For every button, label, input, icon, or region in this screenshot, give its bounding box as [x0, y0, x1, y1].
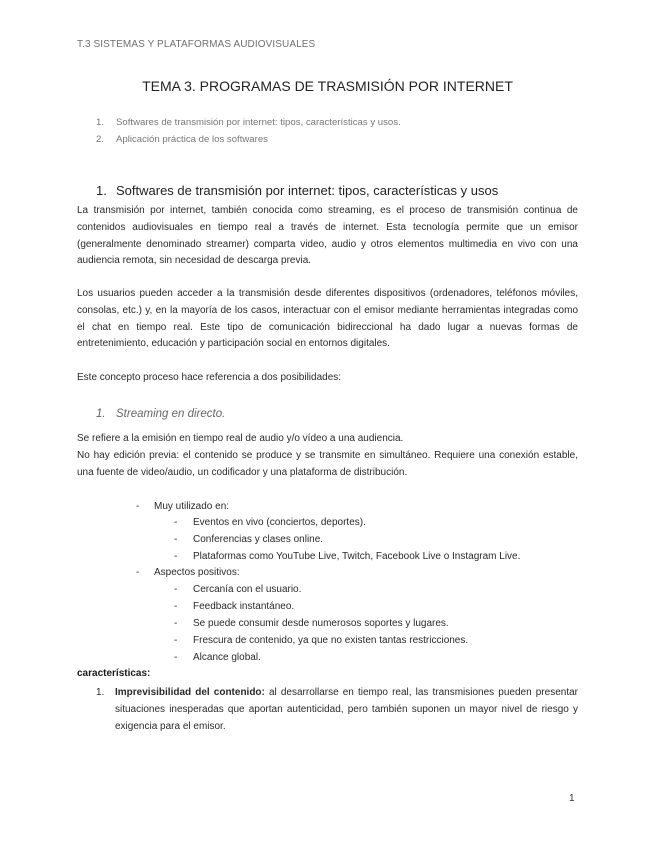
- list-item-text: Feedback instantáneo.: [193, 601, 295, 612]
- dash-marker: -: [136, 567, 140, 578]
- section-number: 1.: [96, 183, 107, 198]
- paragraph-users: Los usuarios pueden acceder a la transmisión desde diferentes dispositivos (ordenadores, teléfonos móviles, consolas, etc.) y, en la mayoría de los casos, interactuar con el emisor mediante herramientas integradas como el chat en tiempo real. Este tipo de comunicación bidireccional ha dado lugar a nuevas formas de entretenimiento, educación y participación social en entornos digitales.: [77, 288, 578, 350]
- list-item-text: Frescura de contenido, ya que no existen tantas restricciones.: [193, 635, 469, 646]
- document-header: T.3 SISTEMAS Y PLATAFORMAS AUDIOVISUALES: [77, 39, 316, 50]
- dash-marker: -: [174, 517, 178, 528]
- dash-marker: -: [174, 652, 178, 663]
- paragraph-intro: La transmisión por internet, también conocida como streaming, es el proceso de transmisión continua de contenidos audiovisuales en tiempo real a través de internet. Esta tecnología permite que un emisor (generalmente denominado streamer) comparta video, audio y otros elementos multimedia en vivo con una audiencia remota, sin necesidad de descarga previa.: [77, 205, 578, 267]
- list-item-text: Plataformas como YouTube Live, Twitch, Facebook Live o Instagram Live.: [193, 551, 521, 562]
- subsection-number: 1.: [96, 408, 106, 420]
- section-heading: [96, 183, 498, 198]
- toc-item-1: [96, 117, 401, 128]
- dash-marker: -: [174, 584, 178, 595]
- list-item-text: Eventos en vivo (conciertos, deportes).: [193, 517, 366, 528]
- section-title: Softwares de transmisión por internet: tipos, características y usos: [116, 183, 499, 198]
- list-item: [174, 618, 449, 629]
- dash-marker: -: [136, 501, 140, 512]
- bullet-label: Muy utilizado en:: [154, 501, 230, 512]
- feature-number: 1.: [96, 687, 105, 698]
- paragraph-definition: Se refiere a la emisión en tiempo real de audio y/o vídeo a una audiencia.: [77, 433, 404, 444]
- toc-item-number: 2.: [96, 134, 105, 145]
- dash-marker: -: [174, 635, 178, 646]
- subsection-title: Streaming en directo.: [116, 408, 226, 420]
- subsection-heading: [96, 408, 225, 420]
- page-number: 1: [569, 793, 575, 804]
- list-item-text: Cercanía con el usuario.: [193, 584, 302, 595]
- list-item: [174, 601, 294, 612]
- list-item-text: Se puede consumir desde numerosos soportes y lugares.: [193, 618, 449, 629]
- dash-marker: -: [174, 534, 178, 545]
- list-item: [174, 652, 261, 663]
- feature-description: al desarrollarse en tiempo real, las transmisiones pueden presentar situaciones inesperadas que aportan autenticidad, pero también suponen un mayor nivel de riesgo y exigencia para el emisor.: [115, 687, 578, 732]
- list-item-text: Conferencias y clases online.: [193, 534, 324, 545]
- page-title: TEMA 3. PROGRAMAS DE TRASMISIÓN POR INTERNET: [142, 78, 513, 94]
- paragraph-no-edition: No hay edición previa: el contenido se produce y se transmite en simultáneo. Requiere una conexión estable, una fuente de video/audio, un codificador y una plataforma de distribución.: [77, 450, 578, 478]
- dash-marker: -: [174, 618, 178, 629]
- feature-item: [96, 684, 578, 735]
- list-item-text: Alcance global.: [193, 652, 261, 663]
- toc-item-text: Aplicación práctica de los softwares: [116, 134, 268, 145]
- list-item: [174, 551, 520, 562]
- list-item: [174, 534, 323, 545]
- features-heading: características:: [77, 668, 151, 679]
- bullet-label: Aspectos positivos:: [154, 567, 240, 578]
- paragraph-concept: Este concepto proceso hace referencia a dos posibilidades:: [77, 372, 342, 383]
- bullet-group-positives: [136, 567, 240, 578]
- list-item: [174, 584, 301, 595]
- toc-item-number: 1.: [96, 117, 105, 128]
- list-item: [174, 517, 366, 528]
- feature-term: Imprevisibilidad del contenido:: [115, 687, 265, 698]
- dash-marker: -: [174, 551, 178, 562]
- toc-item-text: Softwares de transmisión por internet: tipos, características y usos.: [116, 117, 401, 128]
- toc-item-2: [96, 134, 268, 145]
- bullet-group-uses: [136, 501, 229, 512]
- feature-body: [115, 684, 578, 735]
- list-item: [174, 635, 468, 646]
- dash-marker: -: [174, 601, 178, 612]
